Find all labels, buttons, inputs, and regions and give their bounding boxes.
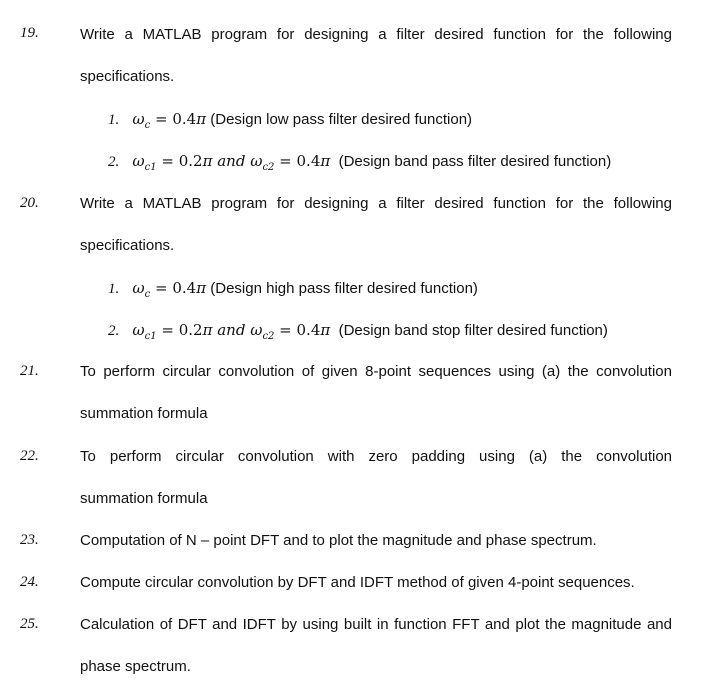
item-number: 24. bbox=[20, 574, 39, 590]
item-text-line-2: specifications. bbox=[80, 68, 175, 85]
sub-item bbox=[108, 279, 478, 300]
sub-item-text: (Design band stop filter desired function) bbox=[338, 322, 608, 339]
sub-item-formula: $\omega_c = 0.4\pi$ bbox=[132, 279, 207, 300]
item-number: 25. bbox=[20, 616, 39, 632]
item-number: 19. bbox=[20, 25, 39, 41]
item-text-line-1: Calculation of DFT and IDFT by using built in function FFT and plot the magnitude and bbox=[80, 616, 672, 633]
sub-item-index: 1. bbox=[108, 112, 120, 128]
item-text-line-1: Write a MATLAB program for designing a filter desired function for the following bbox=[80, 26, 672, 43]
item-number: 22. bbox=[20, 448, 39, 464]
item-text-line-2: summation formula bbox=[80, 405, 208, 422]
sub-item bbox=[108, 152, 611, 173]
sub-item-text: (Design high pass filter desired function) bbox=[210, 280, 478, 297]
item-text-line-1: To perform circular convolution with zero padding using (a) the convolution bbox=[80, 448, 672, 465]
item-number: 21. bbox=[20, 363, 39, 379]
sub-item-text: (Design band pass filter desired function) bbox=[338, 153, 612, 170]
sub-item-index: 1. bbox=[108, 281, 120, 297]
item-text-line-1: To perform circular convolution of given 8-point sequences using (a) the convolution bbox=[80, 363, 672, 380]
sub-item-formula: $\omega_{c1} = 0.2\pi$ and $\omega_{c2} = 0.4\pi$ bbox=[132, 152, 331, 173]
item-text-line-1: Computation of N – point DFT and to plot the magnitude and phase spectrum. bbox=[80, 532, 597, 549]
sub-item-index: 2. bbox=[108, 323, 120, 339]
sub-item bbox=[108, 321, 608, 342]
item-number: 23. bbox=[20, 532, 39, 548]
item-text-line-1: Compute circular convolution by DFT and IDFT method of given 4-point sequences. bbox=[80, 574, 635, 591]
sub-item-text: (Design low pass filter desired function) bbox=[210, 111, 473, 128]
sub-item bbox=[108, 110, 472, 131]
item-text-line-2: phase spectrum. bbox=[80, 658, 191, 675]
item-number: 20. bbox=[20, 195, 39, 211]
sub-item-formula: $\omega_{c1} = 0.2\pi$ and $\omega_{c2} = 0.4\pi$ bbox=[132, 321, 331, 342]
item-text-line-1: Write a MATLAB program for designing a filter desired function for the following bbox=[80, 195, 672, 212]
sub-item-index: 2. bbox=[108, 154, 120, 170]
item-text-line-2: summation formula bbox=[80, 490, 208, 507]
sub-item-formula: $\omega_c = 0.4\pi$ bbox=[132, 110, 207, 131]
item-text-line-2: specifications. bbox=[80, 237, 175, 254]
